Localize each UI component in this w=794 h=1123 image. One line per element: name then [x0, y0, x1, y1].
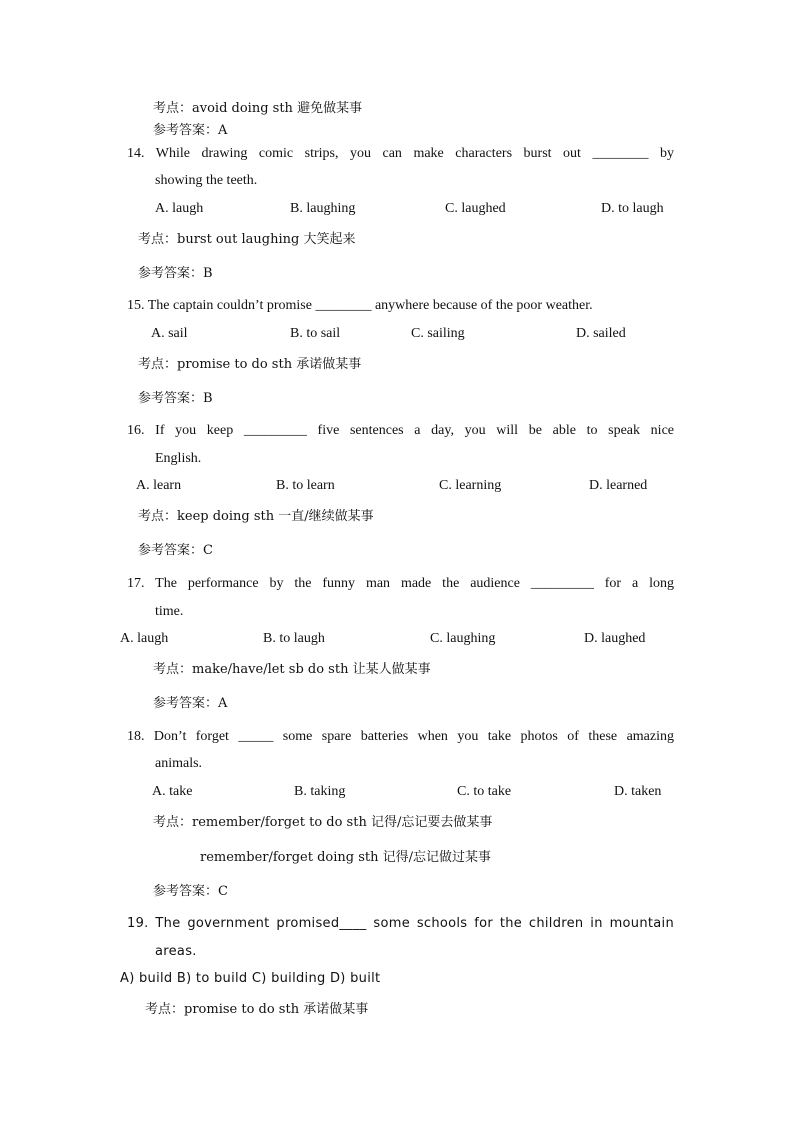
q14-stem-line1: 14. While drawing comic strips, you can make characters burst out ________ by [127, 146, 674, 161]
q18-key-point-2: remember/forget doing sth 记得/忘记做过某事 [200, 850, 492, 865]
q18-stem-line1: 18. Don’t forget _____ some spare batteries when you take photos of these amazing [127, 729, 674, 744]
q17-option-b: B. to laugh [263, 631, 325, 646]
q17-option-c: C. laughing [430, 631, 496, 646]
q14-stem-line2: showing the teeth. [155, 173, 258, 188]
q17-stem-line1: 17. The performance by the funny man made the audience _________ for a long [127, 576, 674, 591]
q14-option-c: C. laughed [445, 201, 506, 216]
q15-answer: 参考答案：B [138, 391, 213, 406]
q19-key-point: 考点：promise to do sth 承诺做某事 [145, 1002, 369, 1017]
q18-option-b: B. taking [294, 784, 346, 799]
q17-stem-line2: time. [155, 604, 184, 619]
q15-option-a: A. sail [151, 326, 188, 341]
q17-option-a: A. laugh [120, 631, 169, 646]
q19-stem-line2: areas. [155, 944, 197, 959]
q18-answer: 参考答案：C [153, 884, 228, 899]
q18-option-c: C. to take [457, 784, 512, 799]
q16-stem-line2: English. [155, 451, 202, 466]
q16-option-b: B. to learn [276, 478, 335, 493]
q14-key-point: 考点：burst out laughing 大笑起来 [138, 232, 356, 247]
q15-option-b: B. to sail [290, 326, 341, 341]
q18-stem-line2: animals. [155, 756, 203, 771]
q18-key-point-1: 考点：remember/forget to do sth 记得/忘记要去做某事 [153, 815, 493, 830]
q14-option-a: A. laugh [155, 201, 204, 216]
q17-answer: 参考答案：A [153, 696, 228, 711]
q16-option-a: A. learn [136, 478, 182, 493]
q13-key-point: 考点：avoid doing sth 避免做某事 [153, 101, 363, 116]
q16-option-d: D. learned [589, 478, 648, 493]
q18-option-d: D. taken [614, 784, 662, 799]
q14-option-d: D. to laugh [601, 201, 664, 216]
q15-option-c: C. sailing [411, 326, 465, 341]
q13-answer: 参考答案：A [153, 123, 228, 138]
q15-option-d: D. sailed [576, 326, 626, 341]
q17-option-d: D. laughed [584, 631, 646, 646]
q16-stem-line1: 16. If you keep _________ five sentences a day, you will be able to speak nice [127, 423, 674, 438]
q16-answer: 参考答案：C [138, 543, 213, 558]
q15-key-point: 考点：promise to do sth 承诺做某事 [138, 357, 362, 372]
q16-key-point: 考点：keep doing sth 一直/继续做某事 [138, 509, 374, 524]
q17-key-point: 考点：make/have/let sb do sth 让某人做某事 [153, 662, 431, 677]
q16-option-c: C. learning [439, 478, 502, 493]
q19-options: A) build B) to build C) building D) built [120, 971, 381, 986]
q14-option-b: B. laughing [290, 201, 356, 216]
q19-stem-line1: 19. The government promised____ some schools for the children in mountain [127, 916, 674, 931]
q18-option-a: A. take [152, 784, 193, 799]
q15-stem: 15. The captain couldn’t promise ________ anywhere because of the poor weather. [127, 298, 593, 313]
q14-answer: 参考答案：B [138, 266, 213, 281]
